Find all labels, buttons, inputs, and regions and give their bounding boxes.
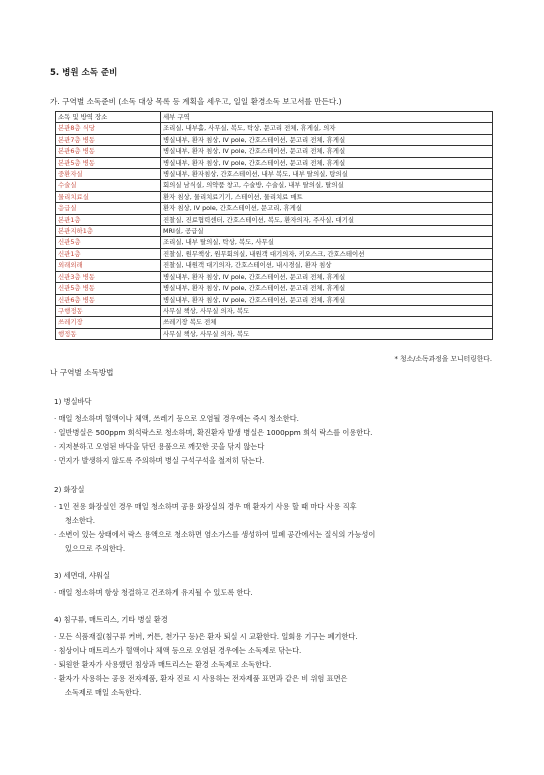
detail-cell: 회의실 남식실, 의약품 창고, 수술방, 수술실, 내부 탈의실, 탈의실 — [161, 180, 493, 191]
location-cell: 본관지하1층 — [56, 226, 161, 237]
detail-cell: 사무실 책상, 사무실 의자, 복도 — [161, 305, 493, 316]
bullet-line: 있으므로 주의한다. — [65, 544, 126, 553]
detail-cell: 진찰실, 내원객 대기의자, 간호스테이션, 내시경실, 환자 침상 — [161, 260, 493, 271]
block-restroom — [54, 485, 494, 556]
detail-cell: MRI실, 공급실 — [161, 226, 493, 237]
subsection-a-title: 가. 구역별 소독준비 (소독 대상 목록 등 계획을 세우고, 일일 환경소독 보고서를 만든다.) — [50, 97, 342, 106]
table-row — [56, 283, 493, 294]
detail-cell: 환자 침상, IV pole, 간호스테이션, 문고리, 휴게실 — [161, 203, 493, 214]
bullet-line: 청소한다. — [65, 516, 96, 525]
table-row — [56, 305, 493, 316]
bullet-line: · 매일 청소하며 항상 청결하고 건조하게 유지될 수 있도록 한다. — [54, 588, 253, 597]
table-row — [56, 123, 493, 134]
disinfection-zone-table — [55, 111, 493, 340]
table-row — [56, 157, 493, 168]
location-cell: 중환자실 — [56, 169, 161, 180]
location-cell: 외래외래 — [56, 260, 161, 271]
location-cell: 신관5층 — [56, 237, 161, 248]
block-bedding-environment — [54, 615, 494, 700]
bullet-line: · 침상이나 매트리스가 혈액이나 체액 등으로 오염된 경우에는 소독제로 닦는다. — [54, 646, 302, 655]
bullet-line: 소독제로 매일 소독한다. — [65, 688, 142, 697]
bullet-line: · 지저분하고 오염된 바닥을 닦던 용품으로 깨끗한 곳을 닦지 않는다 — [54, 442, 265, 451]
table-row — [56, 248, 493, 259]
detail-cell: 병실내부, 환자 침상, IV pole, 간호스테이션, 문고리 전체, 휴게실 — [161, 271, 493, 282]
detail-cell: 병실내부, 환자 침상, IV pole, 간호스테이션, 문고리 전체, 휴게실 — [161, 283, 493, 294]
table-row — [56, 146, 493, 157]
bullet-line: · 소변이 있는 상태에서 락스 용액으로 청소하면 염소가스를 생성하여 밀폐 공간에서는 질식의 가능성이 — [54, 530, 376, 539]
detail-cell: 병실내부, 환자 침상, IV pole, 간호스테이션, 문고리 전체, 휴게실 — [161, 134, 493, 145]
location-cell: 구행정동 — [56, 305, 161, 316]
table-row — [56, 191, 493, 202]
detail-cell: 병실내부, 환자 침상, IV pole, 간호스테이션, 문고리 전체, 휴게실 — [161, 146, 493, 157]
bullet-line: · 일반병실은 500ppm 희석락스로 청소하며, 확진환자 발생 병실은 1000ppm 희석 락스를 이용한다. — [54, 428, 373, 437]
bullet-line: · 먼지가 발생하지 않도록 주의하며 병실 구석구석을 철저히 닦는다. — [54, 456, 265, 465]
monitoring-note: * 청소/소독과정을 모니터링한다. — [394, 355, 492, 363]
block-room-floor — [54, 397, 494, 468]
table-header-row — [56, 112, 493, 123]
table-row — [56, 134, 493, 145]
zone-table-body — [56, 112, 493, 340]
table-row — [56, 328, 493, 339]
detail-cell: 진찰실, 진료협력센터, 간호스테이션, 복도, 환자의자, 주사실, 대기실 — [161, 214, 493, 225]
block-sink-shower — [54, 571, 494, 600]
location-cell: 신관6층 병동 — [56, 294, 161, 305]
location-cell: 응급실 — [56, 203, 161, 214]
location-cell: 쓰레기장 — [56, 317, 161, 328]
header-detail: 세부 구역 — [161, 112, 493, 123]
location-cell: 본관5층 병동 — [56, 157, 161, 168]
section-title: 5. 병원 소독 준비 — [50, 68, 118, 78]
header-location: 소독 및 방역 장소 — [56, 112, 161, 123]
subsection-b-title: 나 구역별 소독방법 — [50, 368, 114, 377]
table-row — [56, 180, 493, 191]
table-row — [56, 203, 493, 214]
location-cell: 신관1층 — [56, 248, 161, 259]
table-row — [56, 271, 493, 282]
location-cell: 본관7층 병동 — [56, 134, 161, 145]
table-row — [56, 169, 493, 180]
bullet-line: · 1인 전용 화장실인 경우 매일 청소하며 공용 화장실의 경우 매 환자기 사용 할 때 마다 사용 직후 — [54, 502, 357, 511]
location-cell: 본관6층 병동 — [56, 146, 161, 157]
table-row — [56, 226, 493, 237]
table-row — [56, 214, 493, 225]
location-cell: 본관8층 식당 — [56, 123, 161, 134]
detail-cell: 병실내부, 환자 침상, IV pole, 간호스테이션, 문고리 전체, 휴게실 — [161, 157, 493, 168]
bullet-line: · 매일 청소하며 혈액이나 체액, 쓰레기 등으로 오염될 경우에는 즉시 청소한다. — [54, 414, 299, 423]
location-cell: 수술실 — [56, 180, 161, 191]
detail-cell: 조리실, 내부 탈의실, 탁상, 복도, 사무실 — [161, 237, 493, 248]
table-row — [56, 260, 493, 271]
detail-cell: 환자 침상, 물리치료기기, 스테이션, 물리치료 매트 — [161, 191, 493, 202]
block-title: 3) 세면대, 샤워실 — [54, 571, 110, 580]
table-row — [56, 237, 493, 248]
detail-cell: 사무실 책상, 사무실 의자, 복도 — [161, 328, 493, 339]
location-cell: 신관3층 병동 — [56, 271, 161, 282]
location-cell: 본관1층 — [56, 214, 161, 225]
detail-cell: 병실내부, 환자 침상, IV pole, 간호스테이션, 문고리 전체, 휴게실 — [161, 294, 493, 305]
block-title: 2) 화장실 — [54, 485, 85, 494]
bullet-line: · 모든 식품재질(침구류 커버, 커튼, 천가구 등)은 환자 퇴실 시 교환한다. 일회용 기구는 폐기한다. — [54, 632, 358, 641]
block-title: 4) 침구류, 매트리스, 기타 병실 환경 — [54, 615, 168, 624]
table-row — [56, 317, 493, 328]
block-title: 1) 병실바닥 — [54, 397, 92, 406]
table-row — [56, 294, 493, 305]
bullet-line: · 퇴원한 환자가 사용했던 침상과 매트리스는 환경 소독제로 소독한다. — [54, 660, 272, 669]
detail-cell: 진찰실, 원무책상, 원무회의실, 내원객 대기의자, 키오스크, 간호스테이션 — [161, 248, 493, 259]
location-cell: 물리치료실 — [56, 191, 161, 202]
location-cell: 신관5층 병동 — [56, 283, 161, 294]
detail-cell: 병실내부, 환자침상, 간호스테이션, 내부 복도, 내부 탈의실, 탕의실 — [161, 169, 493, 180]
location-cell: 행정동 — [56, 328, 161, 339]
detail-cell: 쓰레기장 복도 전체 — [161, 317, 493, 328]
bullet-line: · 환자가 사용하는 공용 전자제품, 환자 진료 시 사용하는 전자제품 표면과 같은 비 위험 표면은 — [54, 674, 348, 683]
detail-cell: 조리실, 내부홀, 사무실, 복도, 탁상, 문고리 전체, 휴게실, 의자 — [161, 123, 493, 134]
